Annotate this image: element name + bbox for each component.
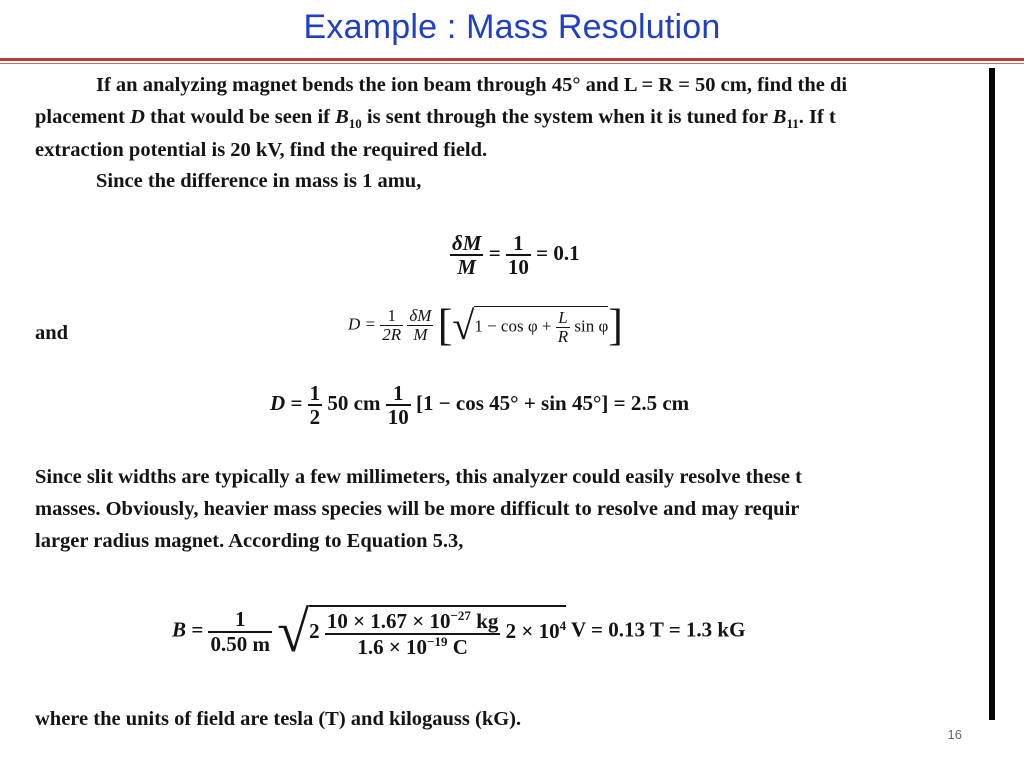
- equation-result: = 0.1: [536, 240, 580, 265]
- page-number: 16: [947, 727, 962, 742]
- text-run: placement: [35, 106, 131, 128]
- slide-title: Example : Mass Resolution: [303, 8, 721, 46]
- paragraph-2-line-3: larger radius magnet. According to Equation 5.3,: [35, 530, 464, 552]
- equation-displacement-computed: [270, 382, 689, 428]
- closing-sentence: where the units of field are tesla (T) and kilogauss (kG).: [35, 708, 522, 730]
- text-run: . If t: [798, 106, 836, 128]
- equation-mass-ratio: [450, 232, 580, 278]
- paragraph-2-line-2: masses. Obviously, heavier mass species will be more difficult to resolve and may requir: [35, 498, 800, 520]
- right-bracket: ]: [608, 300, 623, 350]
- fraction-numerator: δM: [452, 231, 482, 255]
- paragraph-1-line-2: [35, 106, 836, 132]
- fraction-one-tenth: [506, 232, 531, 278]
- title-divider-thick: [0, 58, 1024, 61]
- fraction-numerator: 1: [506, 232, 531, 256]
- fraction-one-tenth-small: $\frac{1}{10}$: [387, 381, 409, 430]
- fraction-one-half: $\frac{1}{2}$: [309, 381, 321, 430]
- sqrt-radicand: 1 − cos φ + $\frac{L}{R}$ sin φ: [474, 307, 609, 346]
- factor-two: 2: [309, 619, 320, 644]
- equation-result: V = 0.13 T = 1.3 kG: [566, 617, 746, 642]
- symbol-b11-subscript: 11: [786, 116, 799, 132]
- equation-lhs: B =: [172, 617, 204, 642]
- fraction-dm-over-m-small: $\frac{\delta M}{M}$: [409, 306, 432, 344]
- radius-value: 50 cm: [327, 390, 381, 415]
- equation-lhs: D =: [348, 314, 376, 334]
- fraction-one-over-radius: $\frac{1}{0.50 m}$: [210, 607, 270, 656]
- equation-magnetic-field: [172, 598, 745, 665]
- equation-displacement-formula: [348, 302, 623, 349]
- paragraph-1-line-1: If an analyzing magnet bends the ion beam through 45° and L = R = 50 cm, find the di: [96, 74, 848, 96]
- and-label: and: [35, 322, 69, 344]
- fraction-dm-over-m: [450, 232, 483, 278]
- fraction-denominator: M: [457, 255, 477, 280]
- symbol-b10: B: [335, 106, 349, 128]
- paragraph-1-line-4: Since the difference in mass is 1 amu,: [96, 170, 422, 192]
- text-run: that would be seen if: [144, 106, 336, 128]
- equals-sign: =: [488, 240, 506, 265]
- paragraph-1-line-3: extraction potential is 20 kV, find the required field.: [35, 139, 488, 161]
- fraction-one-over-2r: $\frac{1}{2R}$: [382, 306, 402, 344]
- text-run: is sent through the system when it is tuned for: [361, 106, 773, 128]
- fraction-l-over-r: $\frac{L}{R}$: [557, 307, 569, 346]
- fraction-mass-over-charge: $\frac{10 \times 1.67 \times 10^{-27} kg}{1.6 \times 10^{-19} C}$: [326, 608, 499, 659]
- equation-result: [1 − cos 45° + sin 45°] = 2.5 cm: [415, 390, 690, 415]
- symbol-b10-subscript: 10: [348, 116, 362, 132]
- symbol-b11: B: [772, 106, 787, 128]
- title-divider-thin: [0, 63, 1024, 64]
- sqrt-radicand: [309, 605, 566, 657]
- sqrt-symbol: √: [277, 599, 310, 664]
- paragraph-2-line-1: Since slit widths are typically a few millimeters, this analyzer could easily resolve these t: [35, 466, 802, 488]
- equation-lhs: D =: [270, 390, 303, 415]
- left-bracket: [: [437, 300, 453, 350]
- voltage-term: $2 \times 10^4$: [505, 618, 567, 644]
- fraction-denominator: 10: [507, 255, 529, 280]
- scan-page-edge: [989, 68, 995, 720]
- symbol-d: D: [130, 106, 145, 128]
- sqrt-symbol: √: [452, 303, 475, 348]
